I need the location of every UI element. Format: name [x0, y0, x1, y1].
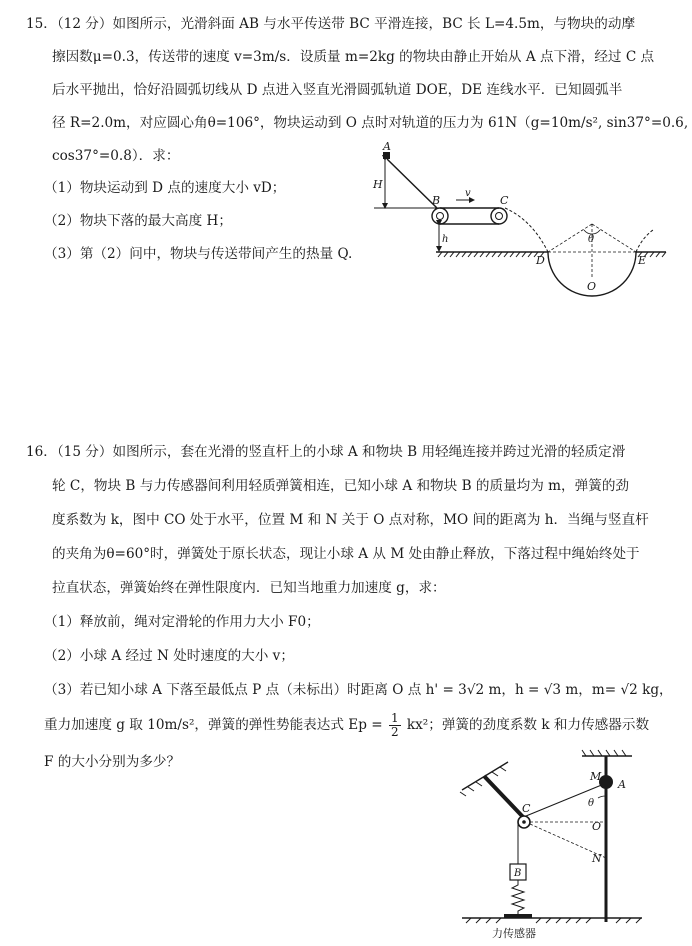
- q15-line-1: 15．（12 分）如图所示，光滑斜面 AB 与水平传送带 BC 平滑连接，BC 长 L=4.5m，与物块的动摩: [26, 16, 636, 32]
- q16-label-sensor: 力传感器: [492, 927, 536, 940]
- q16-sub-3-line-1: （3）若已知小球 A 下落至最低点 P 点（未标出）时距离 O 点 h' = 3√2 m，h = √3 m，m= √2 kg，: [44, 682, 673, 698]
- q16-sub-2: （2）小球 A 经过 N 处时速度的大小 v；: [44, 648, 294, 664]
- q16-line-5: 拉直状态，弹簧始终在弹性限度内．已知当地重力加速度 g，求：: [52, 580, 446, 596]
- q16-label-a: A: [618, 778, 626, 791]
- q15-label-d: D: [536, 254, 545, 267]
- q16-line-1: 16．（15 分）如图所示，套在光滑的竖直杆上的小球 A 和物块 B 用轻绳连接并跨过光滑的轻质定滑: [26, 444, 626, 460]
- q16-label-theta: θ: [588, 798, 595, 809]
- q15-label-b: B: [432, 194, 441, 207]
- q15-line-4: 径 R=2.0m，对应圆心角θ=106°，物块运动到 O 点时对轨道的压力为 61N（g=10m/s², sin37°=0.6,: [52, 115, 689, 131]
- q16-line-3: 度系数为 k，图中 CO 处于水平，位置 M 和 N 关于 O 点对称，MO 间的距离为 h．当绳与竖直杆: [52, 512, 649, 528]
- q15-label-v: v: [465, 188, 471, 199]
- q16-label-m: M: [590, 770, 602, 783]
- q15-sub-1: （1）物块运动到 D 点的速度大小 vD；: [44, 180, 286, 196]
- q16-line-4: 的夹角为θ=60°时，弹簧处于原长状态，现让小球 A 从 M 处由静止释放，下落过程中绳始终处于: [52, 546, 640, 562]
- q15-line-2: 擦因数μ=0.3，传送带的速度 v=3m/s．设质量 m=2kg 的物块由静止开始从 A 点下滑，经过 C 点: [52, 49, 655, 65]
- q15-label-o: O: [587, 280, 597, 293]
- q16-fraction-numerator: 1: [390, 711, 399, 725]
- q15-sub-3: （3）第（2）问中，物块与传送带间产生的热量 Q.: [44, 246, 353, 262]
- q15-label-h-small: h: [442, 234, 449, 245]
- q15-label-e: E: [638, 254, 647, 267]
- q15-label-theta: θ: [588, 234, 595, 245]
- q16-label-o: O: [592, 820, 602, 833]
- q15-label-c: C: [500, 194, 509, 207]
- q15-line-3: 后水平抛出，恰好沿圆弧切线从 D 点进入竖直光滑圆弧轨道 DOE，DE 连线水平．已知圆弧半: [52, 82, 623, 98]
- q16-sub-1: （1）释放前，绳对定滑轮的作用力大小 F0；: [44, 614, 320, 630]
- q16-label-c: C: [522, 802, 531, 815]
- q16-fraction-denominator: 2: [390, 725, 399, 739]
- q15-label-h-big: H: [373, 178, 383, 191]
- q16-sub-3-line-2: [44, 711, 649, 739]
- q16-line-2: 轮 C，物块 B 与力传感器间利用轻质弹簧相连，已知小球 A 和物块 B 的质量均为 m，弹簧的劲: [52, 478, 630, 494]
- q15-sub-2: （2）物块下落的最大高度 H；: [44, 213, 232, 229]
- q16-sub-3-line-3: F 的大小分别为多少？: [44, 754, 181, 770]
- q16-sub-3-line-2-b: kx²；弹簧的劲度系数 k 和力传感器示数: [406, 717, 650, 733]
- q16-fraction: [389, 712, 401, 739]
- q16-figure: [452, 750, 682, 942]
- q16-sub-3-line-2-a: 重力加速度 g 取 10m/s²，弹簧的弹性势能表达式 Ep =: [44, 717, 383, 733]
- q15-figure: [370, 138, 680, 293]
- q15-label-a: A: [383, 140, 391, 153]
- q16-label-n: N: [592, 852, 602, 865]
- q15-line-5: cos37°=0.8）．求：: [52, 148, 180, 164]
- q16-label-b: B: [514, 868, 522, 879]
